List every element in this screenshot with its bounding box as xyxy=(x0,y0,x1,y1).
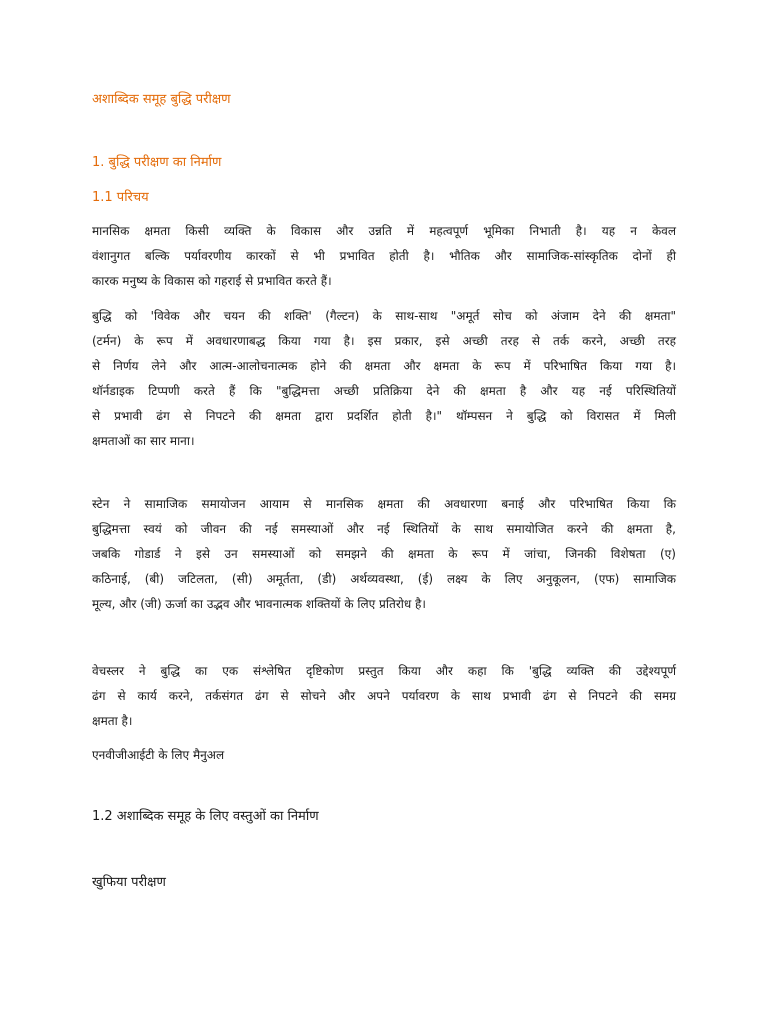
paragraph-line: ढंग से कार्य करने, तर्कसंगत ढंग से सोचने और अपने पर्यावरण के साथ प्रभावी ढंग से निपटने की समग्र xyxy=(92,689,676,703)
paragraph-manual xyxy=(92,743,676,768)
paragraph-line: एनवीजीआईटी के लिए मैनुअल xyxy=(92,748,225,762)
paragraph-stern-goddard xyxy=(92,492,676,617)
paragraph-intro xyxy=(92,219,676,294)
intelligence-test-heading: खुफिया परीक्षण xyxy=(92,875,166,890)
paragraph-line: जबकि गोडार्ड ने इसे उन समस्याओं को समझने की क्षमता के रूप में जांचा, जिनकी विशेषता (ए) xyxy=(92,547,676,561)
paragraph-line: मूल्य, और (जी) ऊर्जा का उद्भव और भावनात्मक शक्तियों के लिए प्रतिरोध है। xyxy=(92,597,426,611)
section-1-2-heading: 1.2 अशाब्दिक समूह के लिए वस्तुओं का निर्माण xyxy=(92,809,319,824)
section-1-heading: 1. बुद्धि परीक्षण का निर्माण xyxy=(92,155,222,170)
paragraph-line: क्षमता है। xyxy=(92,714,133,728)
document-title: अशाब्दिक समूह बुद्धि परीक्षण xyxy=(92,92,231,107)
paragraph-line: बुद्धि को 'विवेक और चयन की शक्ति' (गैल्टन) के साथ-साथ "अमूर्त सोच को अंजाम देने की क्षमता" xyxy=(92,309,676,323)
paragraph-line: से प्रभावी ढंग से निपटने की क्षमता द्वारा प्रदर्शित होती है।" थॉम्पसन ने बुद्धि को विरासत में मिली xyxy=(92,409,676,423)
paragraph-line: थॉर्नडाइक टिप्पणी करते हैं कि "बुद्धिमत्ता अच्छी प्रतिक्रिया देने की क्षमता है और यह नई परिस्थितियों xyxy=(92,384,676,398)
paragraph-line: से निर्णय लेने और आत्म-आलोचनात्मक होने की क्षमता और क्षमता के रूप में परिभाषित किया गया है। xyxy=(92,359,676,373)
paragraph-line: वंशानुगत बल्कि पर्यावरणीय कारकों से भी प्रभावित होती है। भौतिक और सामाजिक-सांस्कृतिक दोनों ही xyxy=(92,249,676,263)
paragraph-line: बुद्धिमत्ता स्वयं को जीवन की नई समस्याओं और नई स्थितियों के साथ समायोजित करने की क्षमता है, xyxy=(92,522,676,536)
paragraph-line: स्टेन ने सामाजिक समायोजन आयाम से मानसिक क्षमता की अवधारणा बनाई और परिभाषित किया कि xyxy=(92,497,676,511)
paragraph-line: मानसिक क्षमता किसी व्यक्ति के विकास और उन्नति में महत्वपूर्ण भूमिका निभाती है। यह न केवल xyxy=(92,224,676,238)
paragraph-line: कठिनाई, (बी) जटिलता, (सी) अमूर्तता, (डी) अर्थव्यवस्था, (ई) लक्ष्य के लिए अनुकूलन, (एफ) सामाजिक xyxy=(92,572,676,586)
paragraph-line: कारक मनुष्य के विकास को गहराई से प्रभावित करते हैं। xyxy=(92,274,332,288)
paragraph-wechsler xyxy=(92,659,676,734)
paragraph-line: वेचस्लर ने बुद्धि का एक संश्लेषित दृष्टिकोण प्रस्तुत किया और कहा कि 'बुद्धि व्यक्ति की उद्देश्यपूर्ण xyxy=(92,664,676,678)
paragraph-definitions xyxy=(92,304,676,454)
paragraph-line: (टर्मन) के रूप में अवधारणाबद्ध किया गया है। इस प्रकार, इसे अच्छी तरह से तर्क करने, अच्छी तरह xyxy=(92,334,676,348)
paragraph-line: क्षमताओं का सार माना। xyxy=(92,434,195,448)
section-1-1-heading: 1.1 परिचय xyxy=(92,190,149,205)
